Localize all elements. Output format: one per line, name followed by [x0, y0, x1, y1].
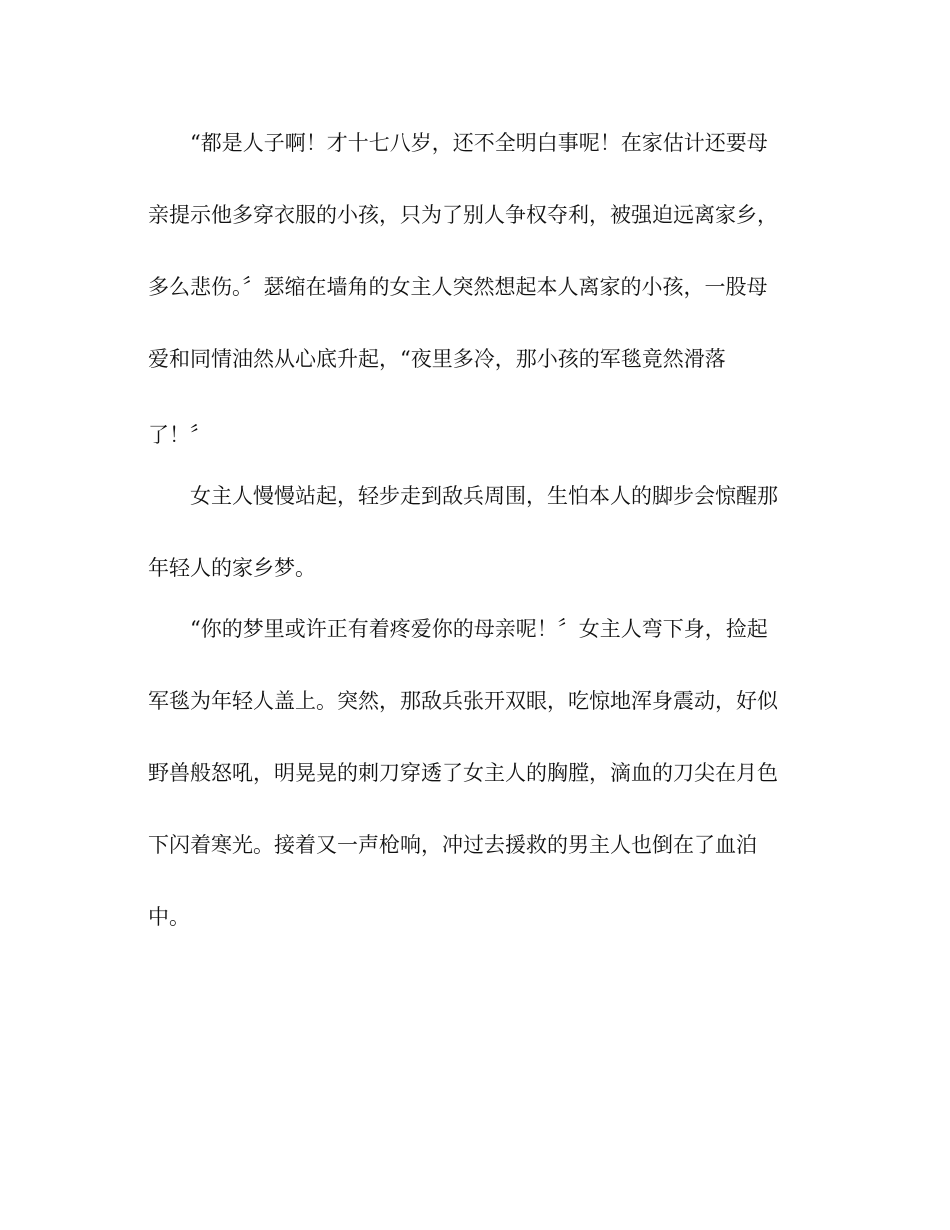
paragraph-3-line-2: 军毯为年轻人盖上。突然，那敌兵张开双眼，吃惊地浑身震动，好似	[148, 689, 778, 713]
paragraph-2-line-2: 年轻人的家乡梦。	[148, 556, 316, 580]
paragraph-1-line-4: 爱和同情油然从心底升起，“夜里多冷，那小孩的军毯竟然滑落	[148, 347, 726, 371]
paragraph-3-line-5: 中。	[148, 905, 190, 929]
paragraph-1-line-2: 亲提示他多穿衣服的小孩，只为了别人争权夺利，被强迫远离家乡，	[148, 203, 778, 227]
paragraph-3-line-4: 下闪着寒光。接着又一声枪响，冲过去援救的男主人也倒在了血泊	[148, 833, 757, 857]
paragraph-1-line-5: 了！〞	[148, 423, 211, 447]
paragraph-1-line-1: “都是人子啊！才十七八岁，还不全明白事呢！在家估计还要母	[190, 131, 768, 155]
paragraph-2-line-1: 女主人慢慢站起，轻步走到敌兵周围，生怕本人的脚步会惊醒那	[190, 484, 778, 508]
paragraph-3-line-3: 野兽般怒吼，明晃晃的刺刀穿透了女主人的胸膛，滴血的刀尖在月色	[148, 761, 778, 785]
paragraph-3-line-1: “你的梦里或许正有着疼爱你的母亲呢！〞女主人弯下身，捡起	[190, 617, 768, 641]
paragraph-1-line-3: 多么悲伤。〞瑟缩在墙角的女主人突然想起本人离家的小孩，一股母	[148, 275, 768, 299]
